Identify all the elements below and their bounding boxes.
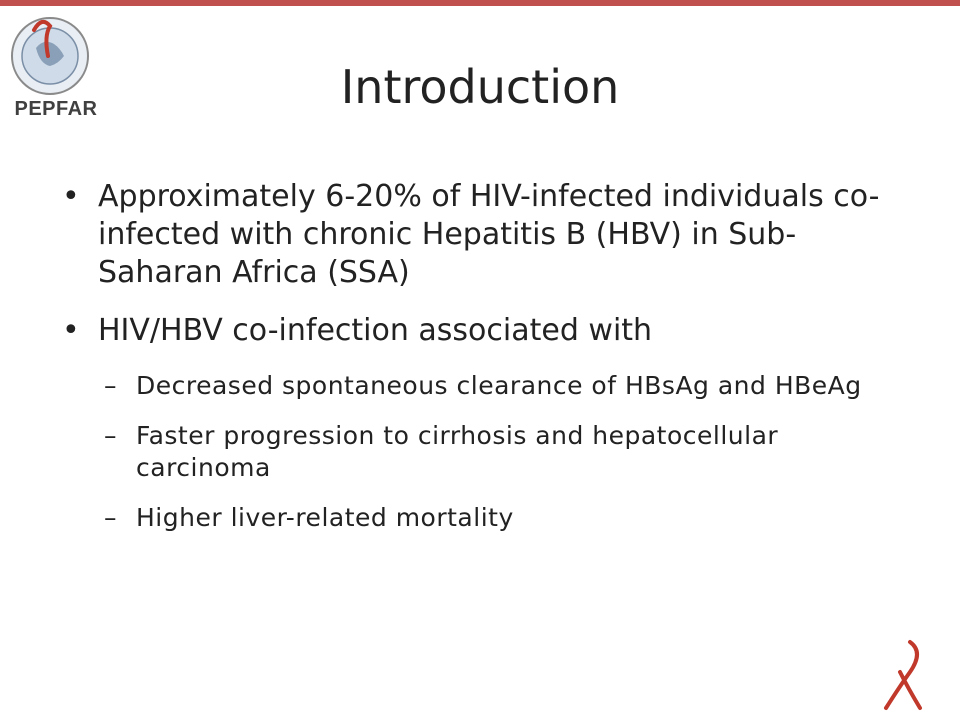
bullet-dot-icon: • (62, 313, 80, 348)
page-title: Introduction (340, 60, 620, 114)
bullet-dot-icon: • (62, 179, 80, 214)
sub-bullet-text: Decreased spontaneous clearance of HBsAg and HBeAg (136, 371, 862, 400)
bullet-text: HIV/HBV co-infection associated with (98, 313, 653, 348)
bullet-list (60, 178, 900, 552)
bullet-text: Approximately 6-20% of HIV-infected individuals co-infected with chronic Hepatitis B (HBV) in Sub-Saharan Africa (SSA) (98, 179, 880, 290)
bullet-item (60, 312, 900, 350)
top-accent-bar (0, 0, 960, 6)
bullet-item (60, 178, 900, 292)
sub-bullet-item (60, 502, 900, 534)
dash-icon: – (104, 421, 117, 450)
pepfar-logo-text: PEPFAR (14, 98, 98, 120)
sub-bullet-text: Faster progression to cirrhosis and hepatocellular carcinoma (136, 421, 779, 482)
sub-bullet-item (60, 420, 900, 484)
ribbon-icon (876, 636, 936, 716)
sub-bullet-text: Higher liver-related mortality (136, 503, 514, 532)
dash-icon: – (104, 371, 117, 400)
sub-bullet-item (60, 370, 900, 402)
dash-icon: – (104, 503, 117, 532)
